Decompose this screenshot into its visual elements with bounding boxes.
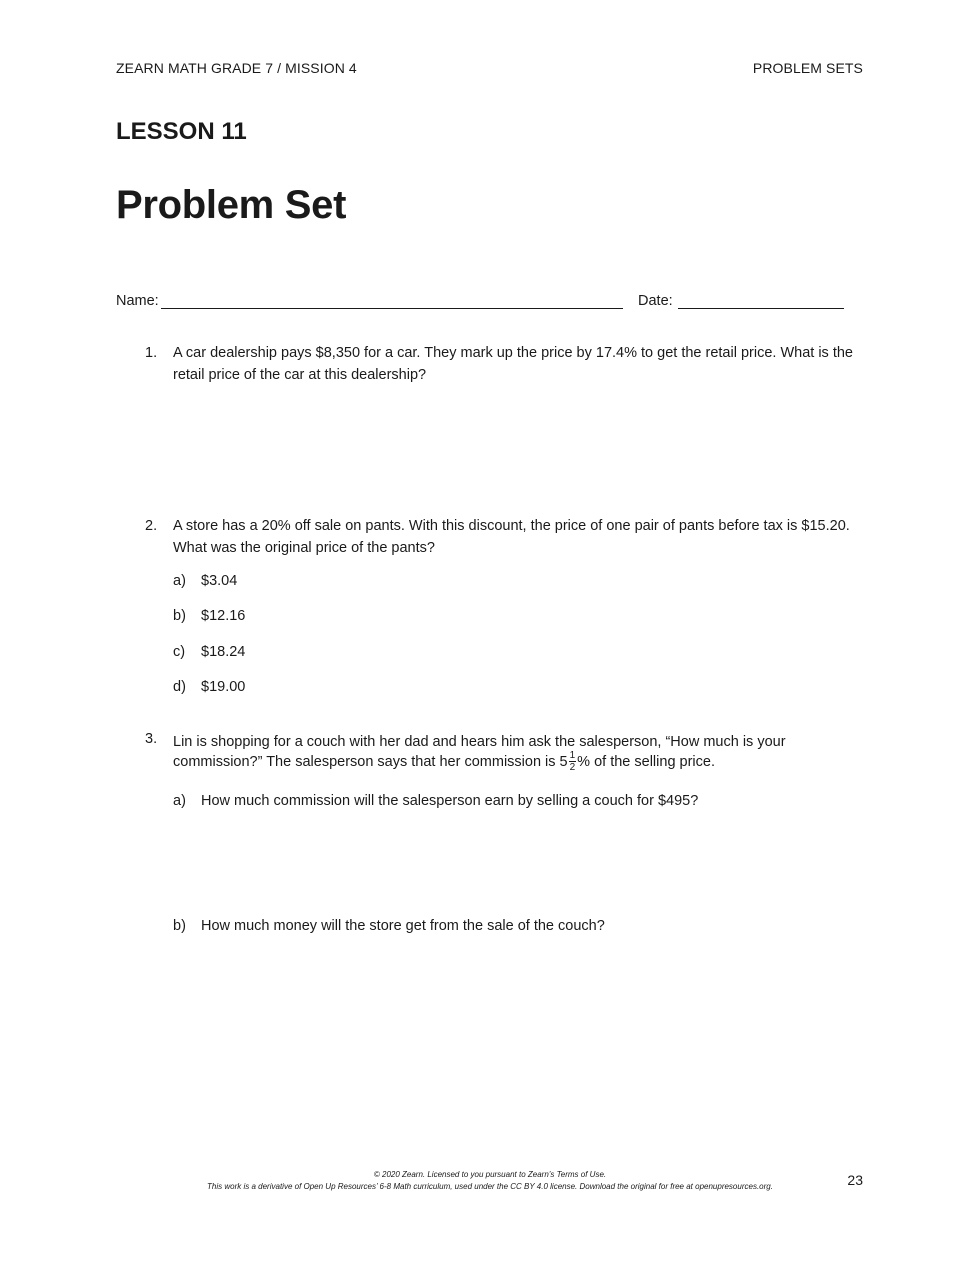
footer-copyright: © 2020 Zearn. Licensed to you pursuant to Zearn’s Terms of Use. bbox=[373, 1170, 607, 1179]
question-3-line-2-end: % of the selling price. bbox=[577, 754, 715, 770]
question-3-line-2-start: commission?” The salesperson says that her commission is 5 bbox=[173, 754, 568, 770]
header-mission: ZEARN MATH GRADE 7 / MISSION 4 bbox=[116, 60, 357, 76]
part-a-text: How much commission will the salesperson earn by selling a couch for $495? bbox=[201, 793, 699, 809]
question-2-number: 2. bbox=[145, 518, 158, 534]
page-number: 23 bbox=[847, 1172, 863, 1188]
fraction-one-half bbox=[569, 750, 577, 773]
name-label: Name: bbox=[116, 293, 159, 309]
option-c-letter: c) bbox=[173, 644, 186, 660]
option-b-letter: b) bbox=[173, 608, 186, 624]
footer-license: This work is a derivative of Open Up Resources’ 6-8 Math curriculum, used under the CC BY 4.0 license. Download the original for free at openupresources.org. bbox=[207, 1182, 773, 1191]
lesson-label: LESSON 11 bbox=[116, 118, 247, 145]
option-b[interactable]: $12.16 bbox=[201, 608, 246, 624]
option-d[interactable]: $19.00 bbox=[201, 679, 246, 695]
question-2-text: A store has a 20% off sale on pants. With this discount, the price of one pair of pants before tax is $15.20. What was the original price of the pants? bbox=[173, 518, 850, 556]
part-b-text: How much money will the store get from the sale of the couch? bbox=[201, 918, 605, 934]
option-a-letter: a) bbox=[173, 573, 186, 589]
fraction-numerator: 1 bbox=[569, 749, 576, 761]
header-section: PROBLEM SETS bbox=[752, 60, 863, 76]
option-d-letter: d) bbox=[173, 679, 186, 695]
date-field[interactable] bbox=[678, 308, 844, 309]
question-3-number: 3. bbox=[145, 731, 158, 747]
page-title: Problem Set bbox=[116, 183, 347, 227]
part-a-letter: a) bbox=[173, 793, 186, 809]
question-1-text: A car dealership pays $8,350 for a car. They mark up the price by 17.4% to get the retail price. What is the retail price of the car at this dealership? bbox=[173, 345, 853, 383]
name-field[interactable] bbox=[161, 308, 623, 309]
date-label: Date: bbox=[638, 293, 673, 309]
question-1-number: 1. bbox=[145, 345, 158, 361]
option-a[interactable]: $3.04 bbox=[201, 573, 238, 589]
fraction-denominator: 2 bbox=[569, 761, 576, 773]
option-c[interactable]: $18.24 bbox=[201, 644, 246, 660]
part-b-letter: b) bbox=[173, 918, 186, 934]
question-3-line-2 bbox=[173, 749, 715, 775]
question-3-line-1: Lin is shopping for a couch with her dad and hears him ask the salesperson, “How much is your bbox=[173, 734, 786, 750]
